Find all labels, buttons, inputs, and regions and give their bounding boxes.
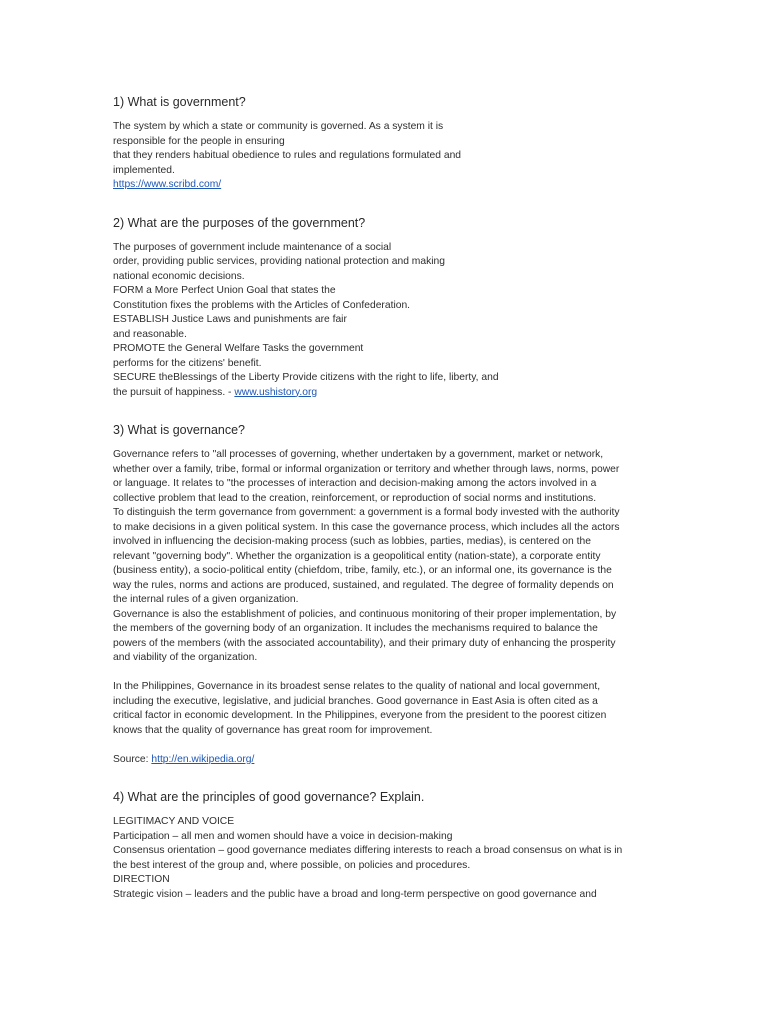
q4-line: Consensus orientation – good governance mediates differing interests to reach a broad consensus on what is in xyxy=(113,845,623,856)
q2-line: The purposes of government include maintenance of a social xyxy=(113,241,392,253)
question-4-heading: 4) What are the principles of good governance? Explain. xyxy=(113,790,425,804)
q3-line: the internal rules of a given organization. xyxy=(113,594,299,605)
source-label: Source: xyxy=(113,753,152,765)
question-1-heading: 1) What is government? xyxy=(113,95,246,109)
section-purposes-of-government xyxy=(113,215,683,401)
q3-line: involved in influencing the decision-making process (such as lobbies, parties, medias), is centered on the xyxy=(113,536,591,547)
q2-line: SECURE theBlessings of the Liberty Provide citizens with the right to life, liberty, and xyxy=(113,372,499,383)
q2-line: order, providing public services, providing national protection and making xyxy=(113,256,445,267)
section-what-is-governance xyxy=(113,422,683,767)
q3-line: To distinguish the term governance from government: a government is a formal body invested with the authority xyxy=(113,507,620,518)
q2-line: ESTABLISH Justice Laws and punishments are fair xyxy=(113,314,347,325)
q2-last-line-prefix: the pursuit of happiness. - xyxy=(113,386,235,398)
q2-line: Constitution fixes the problems with the Articles of Confederation. xyxy=(113,299,411,311)
q4-line: the best interest of the group and, where possible, on policies and procedures. xyxy=(113,859,471,871)
q1-line: implemented. xyxy=(113,164,175,176)
q2-line: performs for the citizens' benefit. xyxy=(113,357,262,369)
q3-line: Governance refers to "all processes of governing, whether undertaken by a government, market or network, xyxy=(113,449,604,460)
q3-line: Governance is also the establishment of policies, and continuous monitoring of their proper implementation, by xyxy=(113,608,617,620)
q3-ph-line: including the executive, legislative, and judicial branches. Good governance in East Asia is often cited as a xyxy=(113,695,598,707)
q1-line: responsible for the people in ensuring xyxy=(113,135,285,147)
q3-ph-line: critical factor in economic development. In the Philippines, everyone from the president to the poorest citizen xyxy=(113,710,607,721)
section-principles-of-good-governance xyxy=(113,789,683,902)
question-2-heading: 2) What are the purposes of the government? xyxy=(113,215,366,230)
q3-source-line xyxy=(113,753,683,768)
q4-line: LEGITIMACY AND VOICE xyxy=(113,816,235,827)
q1-line: that they renders habitual obedience to rules and regulations formulated and xyxy=(113,150,462,161)
scribd-link[interactable]: https://www.scribd.com/ xyxy=(113,179,222,190)
q3-line: relevant "governing body". Whether the organization is a geopolitical entity (nation-state), a corporate entity xyxy=(113,550,601,562)
document-page xyxy=(113,94,683,902)
q3-line: and viability of the organization. xyxy=(113,652,258,663)
q2-last-line xyxy=(113,386,683,401)
q2-line: FORM a More Perfect Union Goal that states the xyxy=(113,285,336,296)
q2-line: PROMOTE the General Welfare Tasks the government xyxy=(113,343,364,354)
q3-line: whether over a family, tribe, formal or informal organization or territory and whether through laws, norms, power xyxy=(113,463,620,475)
q3-line: to make decisions in a given political system. In this case the governance process, which includes all the actors xyxy=(113,521,620,533)
q2-line: and reasonable. xyxy=(113,328,187,340)
q4-line: Strategic vision – leaders and the public have a broad and long-term perspective on good governance and xyxy=(113,888,597,900)
q4-line: DIRECTION xyxy=(113,874,170,885)
wikipedia-link[interactable]: http://en.wikipedia.org/ xyxy=(151,753,255,765)
q3-line: collective problem that lead to the creation, reinforcement, or reproduction of social norms and institutions. xyxy=(113,492,597,504)
q3-line: powers of the members (with the associated accountability), and their primary duty of enhancing the prosperity xyxy=(113,637,616,649)
ushistory-link[interactable]: www.ushistory.org xyxy=(234,386,318,398)
section-what-is-government xyxy=(113,94,683,193)
q3-ph-line: In the Philippines, Governance in its broadest sense relates to the quality of national and local government, xyxy=(113,681,601,692)
q3-ph-line: knows that the quality of governance has great room for improvement. xyxy=(113,724,433,736)
q3-line: way the rules, norms and actions are produced, sustained, and regulated. The degree of formality depends on xyxy=(113,579,614,591)
q1-line: The system by which a state or community is governed. As a system it is xyxy=(113,121,444,132)
q3-line: the members of the governing body of an organization. It includes the mechanisms required to balance the xyxy=(113,623,598,634)
q2-line: national economic decisions. xyxy=(113,270,245,282)
q3-line: or language. It relates to "the processes of interaction and decision-making among the actors involved in a xyxy=(113,478,597,489)
q3-line: (business entity), a socio-political entity (chiefdom, tribe, family, etc.), or an informal one, its governance is the xyxy=(113,565,612,576)
question-3-heading: 3) What is governance? xyxy=(113,423,246,437)
q4-line: Participation – all men and women should have a voice in decision-making xyxy=(113,830,453,842)
